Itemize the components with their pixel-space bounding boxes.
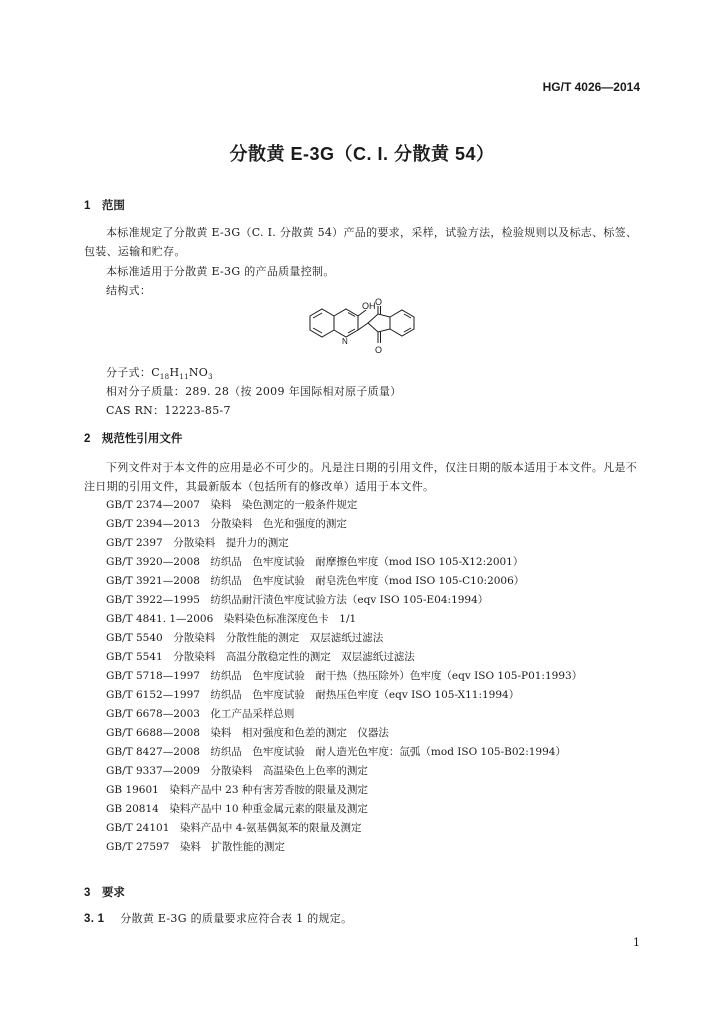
scope-paragraph-1: 本标准规定了分散黄 E-3G（C. I. 分散黄 54）产品的要求，采样，试验方法，检验规则以及标志、标签、包装、运输和贮存。 <box>84 226 638 258</box>
list-item: GB/T 5540 分散染料 分散性能的测定 双层滤纸过滤法 <box>106 632 384 644</box>
cas-number: CAS RN：12223-85-7 <box>106 404 231 417</box>
structure-label: 结构式： <box>106 284 152 297</box>
clause-text: 分散黄 E-3G 的质量要求应符合表 1 的规定。 <box>120 912 353 925</box>
list-item: GB/T 8427—2008 纺织品 色牢度试验 耐人造光色牢度：氙弧（mod ISO 105-B02:1994） <box>106 746 566 758</box>
molecular-formula: 分子式：$C_{18}H_{11}NO_3$ <box>106 366 213 382</box>
scope-paragraph-2: 本标准适用于分散黄 E-3G 的产品质量控制。 <box>106 265 335 278</box>
list-item: GB/T 27597 染料 扩散性能的测定 <box>106 841 285 853</box>
page-title: 分散黄 E-3G（C. I. 分散黄 54） <box>229 144 495 164</box>
list-item: GB/T 6152—1997 纺织品 色牢度试验 耐热压色牢度（eqv ISO 105-X11:1994） <box>106 689 520 701</box>
normative-intro: 下列文件对于本文件的应用是必不可少的。凡是注日期的引用文件，仅注日期的版本适用于本文件。凡是不注日期的引用文件，其最新版本（包括所有的修改单）适用于本文件。 <box>84 461 638 493</box>
section-1-heading: 1 范围 <box>84 200 125 212</box>
clause-3-1 <box>84 910 352 926</box>
page-number: 1 <box>633 936 640 949</box>
list-item: GB/T 3920—2008 纺织品 色牢度试验 耐摩擦色牢度（mod ISO 105-X12:2001） <box>106 556 524 568</box>
list-item: GB/T 2374—2007 染料 染色测定的一般条件规定 <box>106 499 358 511</box>
nitrogen-label: N <box>342 337 348 346</box>
list-item: GB/T 5718—1997 纺织品 色牢度试验 耐干热（热压除外）色牢度（eqv ISO 105-P01:1993） <box>106 670 583 682</box>
list-item: GB/T 6678—2003 化工产品采样总则 <box>106 708 295 720</box>
list-item: GB/T 9337—2009 分散染料 高温染色上色率的测定 <box>106 765 368 777</box>
list-item: GB/T 3922—1995 纺织品耐汗渍色牢度试验方法（eqv ISO 105-E04:1994） <box>106 594 489 606</box>
reference-list <box>84 496 644 857</box>
list-item: GB/T 6688—2008 染料 相对强度和色差的测定 仪器法 <box>106 727 389 739</box>
molecular-mass: 相对分子质量：289. 28（按 2009 年国际相对原子质量） <box>106 385 402 398</box>
section-3-heading: 3 要求 <box>84 887 125 899</box>
list-item: GB/T 2397 分散染料 提升力的测定 <box>106 537 289 549</box>
oxygen-top-label: O <box>375 297 383 307</box>
section-2-heading: 2 规范性引用文件 <box>84 433 183 445</box>
list-item: GB/T 2394—2013 分散染料 色光和强度的测定 <box>106 518 347 530</box>
list-item: GB/T 5541 分散染料 高温分散稳定性的测定 双层滤纸过滤法 <box>106 651 415 663</box>
oxygen-bottom-label: O <box>375 345 383 355</box>
standard-number: HG/T 4026—2014 <box>542 80 640 94</box>
clause-number: 3. 1 <box>84 913 105 925</box>
list-item: GB/T 3921—2008 纺织品 色牢度试验 耐皂洗色牢度（mod ISO 105-C10:2006） <box>106 575 525 587</box>
structural-formula <box>296 296 436 360</box>
list-item: GB/T 4841. 1—2006 染料染色标准深度色卡 1/1 <box>106 613 357 625</box>
list-item: GB 20814 染料产品中 10 种重金属元素的限量及测定 <box>106 803 368 815</box>
hydroxyl-label: OH <box>362 301 376 311</box>
list-item: GB 19601 染料产品中 23 种有害芳香胺的限量及测定 <box>106 784 368 796</box>
list-item: GB/T 24101 染料产品中 4-氨基偶氮苯的限量及测定 <box>106 822 362 834</box>
